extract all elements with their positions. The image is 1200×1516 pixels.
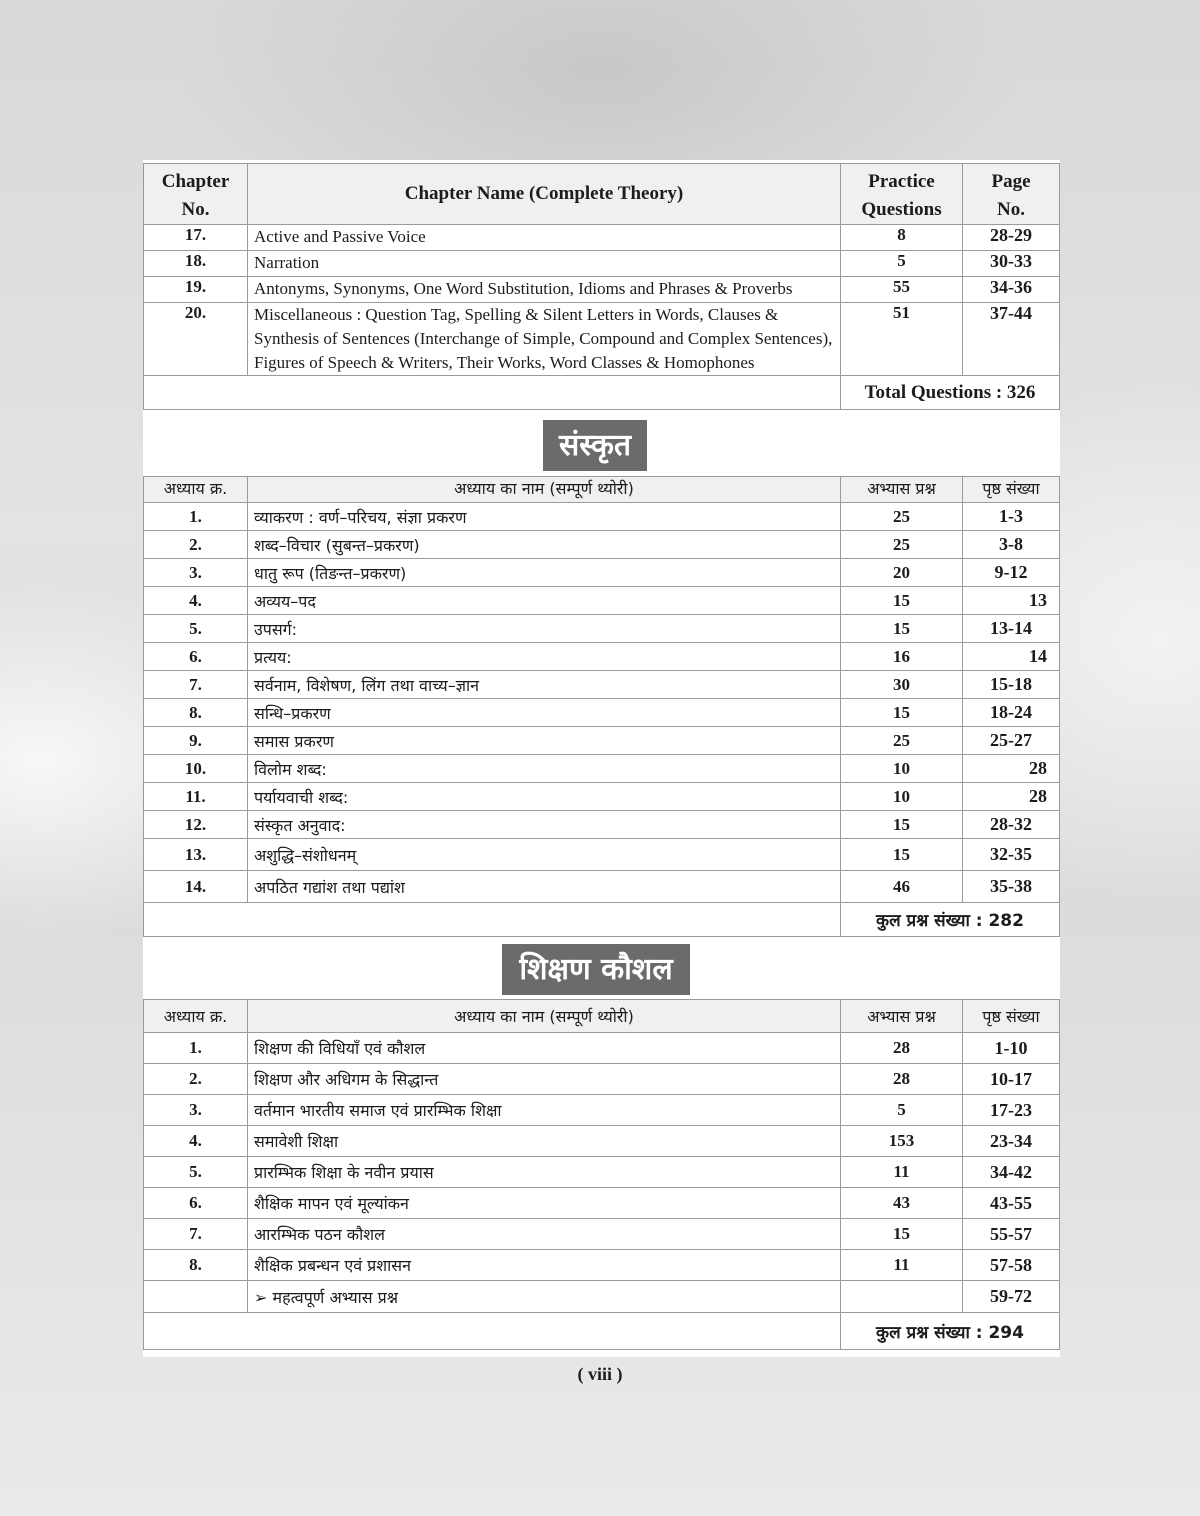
- question-count: 15: [841, 1219, 963, 1250]
- question-count: 15: [841, 839, 963, 871]
- chapter-number: 6.: [144, 643, 248, 671]
- chapter-number: 7.: [144, 1219, 248, 1250]
- table-row: [144, 811, 1060, 839]
- extra-item-label: महत्वपूर्ण अभ्यास प्रश्न: [272, 1287, 399, 1307]
- chapter-name: शैक्षिक प्रबन्धन एवं प्रशासन: [248, 1250, 841, 1281]
- table-row: [144, 1157, 1060, 1188]
- table-row: [144, 225, 1060, 251]
- chapter-number: 2.: [144, 1064, 248, 1095]
- chapter-name: वर्तमान भारतीय समाज एवं प्रारम्भिक शिक्षा: [248, 1095, 841, 1126]
- question-count: [841, 1281, 963, 1313]
- chapter-number: 6.: [144, 1188, 248, 1219]
- chapter-name: आरम्भिक पठन कौशल: [248, 1219, 841, 1250]
- pedagogy-header-row: [144, 1000, 1060, 1033]
- chapter-name: Narration: [248, 251, 841, 277]
- page-no-header: Page No.: [963, 164, 1060, 225]
- table-row: [144, 1064, 1060, 1095]
- chapter-number: 19.: [144, 277, 248, 303]
- total-row: [144, 903, 1060, 937]
- chapter-number: 3.: [144, 1095, 248, 1126]
- table-row: [144, 251, 1060, 277]
- question-count: 25: [841, 503, 963, 531]
- page-range: 28: [963, 783, 1060, 811]
- page-range: 28: [963, 755, 1060, 783]
- sanskrit-section-title: संस्कृत: [543, 420, 647, 471]
- table-row: [144, 303, 1060, 376]
- chapter-number: 12.: [144, 811, 248, 839]
- table-row: [144, 277, 1060, 303]
- blank-cell: [144, 1313, 841, 1350]
- chapter-number: 13.: [144, 839, 248, 871]
- chapter-name-header: अध्याय का नाम (सम्पूर्ण थ्योरी): [248, 477, 841, 503]
- chapter-name: संस्कृत अनुवाद:: [248, 811, 841, 839]
- question-count: 25: [841, 531, 963, 559]
- english-toc-table: [143, 163, 1060, 410]
- chapter-name-header: अध्याय का नाम (सम्पूर्ण थ्योरी): [248, 1000, 841, 1033]
- chapter-name: प्रारम्भिक शिक्षा के नवीन प्रयास: [248, 1157, 841, 1188]
- page-no-header: पृष्ठ संख्या: [963, 1000, 1060, 1033]
- page-range: 43-55: [963, 1188, 1060, 1219]
- page-range: 1-10: [963, 1033, 1060, 1064]
- question-count: 10: [841, 783, 963, 811]
- practice-questions-header: Practice Questions: [841, 164, 963, 225]
- question-count: 15: [841, 699, 963, 727]
- chapter-name: विलोम शब्द:: [248, 755, 841, 783]
- chapter-number: 17.: [144, 225, 248, 251]
- table-row: [144, 1281, 1060, 1313]
- chapter-name: व्याकरण : वर्ण–परिचय, संज्ञा प्रकरण: [248, 503, 841, 531]
- chapter-number: 5.: [144, 1157, 248, 1188]
- chapter-no-header: अध्याय क्र.: [144, 1000, 248, 1033]
- question-count: 11: [841, 1157, 963, 1188]
- chapter-number: 4.: [144, 587, 248, 615]
- chapter-number: 10.: [144, 755, 248, 783]
- question-count: 46: [841, 871, 963, 903]
- page-range: 10-17: [963, 1064, 1060, 1095]
- practice-questions-header: अभ्यास प्रश्न: [841, 477, 963, 503]
- chapter-name: समास प्रकरण: [248, 727, 841, 755]
- table-row: [144, 839, 1060, 871]
- table-row: [144, 699, 1060, 727]
- pedagogy-toc-table: [143, 999, 1060, 1350]
- question-count: 30: [841, 671, 963, 699]
- chapter-name: Miscellaneous : Question Tag, Spelling & Silent Letters in Words, Clauses & Synthesis of Sentences (Interchange of Simple, Compound and Complex Sentences), Figures of Speech & Writers, Their Works, Word Classes & Homophones: [248, 303, 841, 376]
- page-range: 59-72: [963, 1281, 1060, 1313]
- chapter-name: सर्वनाम, विशेषण, लिंग तथा वाच्य–ज्ञान: [248, 671, 841, 699]
- table-row: [144, 587, 1060, 615]
- page-range: 23-34: [963, 1126, 1060, 1157]
- chapter-name: शैक्षिक मापन एवं मूल्यांकन: [248, 1188, 841, 1219]
- page-range: 15-18: [963, 671, 1060, 699]
- question-count: 11: [841, 1250, 963, 1281]
- question-count: 153: [841, 1126, 963, 1157]
- chapter-number: 1.: [144, 503, 248, 531]
- chapter-name: धातु रूप (तिङन्त–प्रकरण): [248, 559, 841, 587]
- page-range: 35-38: [963, 871, 1060, 903]
- table-row: [144, 559, 1060, 587]
- table-row: [144, 1188, 1060, 1219]
- total-questions: कुल प्रश्न संख्या : 294: [841, 1313, 1060, 1350]
- page-range: 37-44: [963, 303, 1060, 376]
- chapter-name: शब्द–विचार (सुबन्त–प्रकरण): [248, 531, 841, 559]
- chapter-name: अपठित गद्यांश तथा पद्यांश: [248, 871, 841, 903]
- question-count: 8: [841, 225, 963, 251]
- total-row: [144, 376, 1060, 410]
- question-count: 55: [841, 277, 963, 303]
- chapter-number: 2.: [144, 531, 248, 559]
- page-range: 17-23: [963, 1095, 1060, 1126]
- table-row: [144, 1126, 1060, 1157]
- table-row: [144, 1033, 1060, 1064]
- page-number: ( viii ): [577, 1364, 623, 1384]
- question-count: 10: [841, 755, 963, 783]
- chapter-name: शिक्षण और अधिगम के सिद्धान्त: [248, 1064, 841, 1095]
- arrow-bullet-icon: ➢: [254, 1287, 273, 1307]
- table-row: [144, 783, 1060, 811]
- page-range: 18-24: [963, 699, 1060, 727]
- chapter-number: 18.: [144, 251, 248, 277]
- question-count: 15: [841, 811, 963, 839]
- chapter-name: शिक्षण की विधियाँ एवं कौशल: [248, 1033, 841, 1064]
- chapter-name: अशुद्धि–संशोधनम्: [248, 839, 841, 871]
- chapter-number: 11.: [144, 783, 248, 811]
- chapter-number: [144, 1281, 248, 1313]
- chapter-number: 3.: [144, 559, 248, 587]
- question-count: 15: [841, 615, 963, 643]
- table-row: [144, 671, 1060, 699]
- table-row: [144, 755, 1060, 783]
- chapter-name-header: Chapter Name (Complete Theory): [248, 164, 841, 225]
- page-range: 55-57: [963, 1219, 1060, 1250]
- question-count: 51: [841, 303, 963, 376]
- question-count: 20: [841, 559, 963, 587]
- sanskrit-toc-table: [143, 476, 1060, 937]
- chapter-number: 1.: [144, 1033, 248, 1064]
- english-header-row: [144, 164, 1060, 225]
- chapter-number: 7.: [144, 671, 248, 699]
- page-range: 14: [963, 643, 1060, 671]
- practice-questions-header: अभ्यास प्रश्न: [841, 1000, 963, 1033]
- chapter-no-header: Chapter No.: [144, 164, 248, 225]
- chapter-name: उपसर्ग:: [248, 615, 841, 643]
- chapter-name: [248, 1281, 841, 1313]
- total-questions: Total Questions : 326: [841, 376, 1060, 410]
- page-range: 13: [963, 587, 1060, 615]
- chapter-name: अव्यय–पद: [248, 587, 841, 615]
- chapter-number: 14.: [144, 871, 248, 903]
- question-count: 16: [841, 643, 963, 671]
- blank-cell: [144, 903, 841, 937]
- chapter-name: समावेशी शिक्षा: [248, 1126, 841, 1157]
- page-no-header: पृष्ठ संख्या: [963, 477, 1060, 503]
- table-row: [144, 727, 1060, 755]
- question-count: 5: [841, 1095, 963, 1126]
- chapter-number: 9.: [144, 727, 248, 755]
- page-range: 34-42: [963, 1157, 1060, 1188]
- chapter-name: पर्यायवाची शब्द:: [248, 783, 841, 811]
- page-range: 28-29: [963, 225, 1060, 251]
- table-row: [144, 1219, 1060, 1250]
- chapter-no-header: अध्याय क्र.: [144, 477, 248, 503]
- page-range: 34-36: [963, 277, 1060, 303]
- table-row: [144, 871, 1060, 903]
- table-row: [144, 503, 1060, 531]
- question-count: 28: [841, 1033, 963, 1064]
- page-range: 28-32: [963, 811, 1060, 839]
- question-count: 28: [841, 1064, 963, 1095]
- table-row: [144, 1250, 1060, 1281]
- page-range: 57-58: [963, 1250, 1060, 1281]
- page-range: 32-35: [963, 839, 1060, 871]
- question-count: 43: [841, 1188, 963, 1219]
- chapter-name: सन्धि–प्रकरण: [248, 699, 841, 727]
- page-range: 3-8: [963, 531, 1060, 559]
- total-row: [144, 1313, 1060, 1350]
- question-count: 25: [841, 727, 963, 755]
- page-range: 13-14: [963, 615, 1060, 643]
- page-range: 1-3: [963, 503, 1060, 531]
- page-range: 30-33: [963, 251, 1060, 277]
- chapter-number: 4.: [144, 1126, 248, 1157]
- sanskrit-header-row: [144, 477, 1060, 503]
- chapter-name: Antonyms, Synonyms, One Word Substitution, Idioms and Phrases & Proverbs: [248, 277, 841, 303]
- page-range: 25-27: [963, 727, 1060, 755]
- chapter-name: प्रत्यय:: [248, 643, 841, 671]
- chapter-name: Active and Passive Voice: [248, 225, 841, 251]
- chapter-number: 20.: [144, 303, 248, 376]
- question-count: 5: [841, 251, 963, 277]
- question-count: 15: [841, 587, 963, 615]
- chapter-number: 5.: [144, 615, 248, 643]
- table-row: [144, 1095, 1060, 1126]
- total-questions: कुल प्रश्न संख्या : 282: [841, 903, 1060, 937]
- pedagogy-section-title: शिक्षण कौशल: [502, 944, 690, 995]
- chapter-number: 8.: [144, 1250, 248, 1281]
- chapter-number: 8.: [144, 699, 248, 727]
- page-range: 9-12: [963, 559, 1060, 587]
- table-row: [144, 643, 1060, 671]
- table-row: [144, 531, 1060, 559]
- table-row: [144, 615, 1060, 643]
